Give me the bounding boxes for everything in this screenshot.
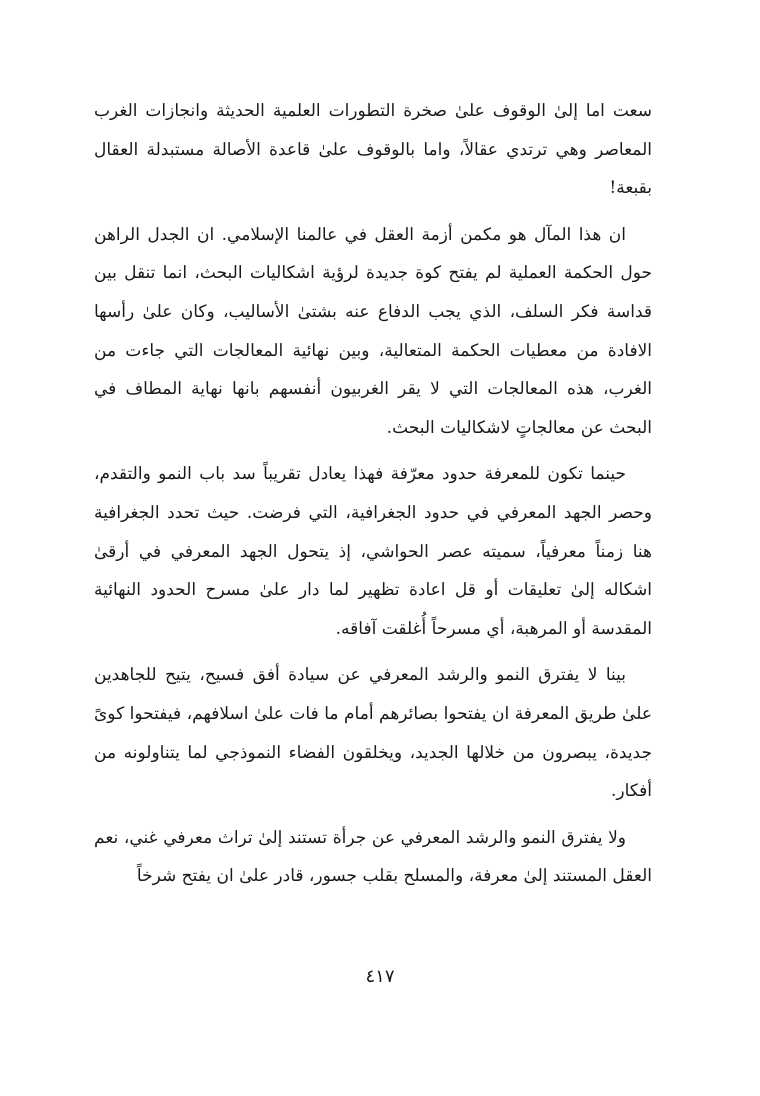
paragraph-1: سعت اما إلىٰ الوقوف علىٰ صخرة التطورات العلمية الحديثة وانجازات الغرب المعاصر وهي ترتدي عقالاً، واما بالوقوف علىٰ قاعدة الأصالة مستبدلة العقال بقبعة! <box>94 101 652 199</box>
paragraph-4: بينا لا يفترق النمو والرشد المعرفي عن سيادة أفق فسيح، يتيح للجاهدين علىٰ طريق المعرفة ان يفتحوا بصائرهم أمام ما فات علىٰ اسلافهم، فيفتحوا كوىً جديدة، يبصرون من خلالها الجديد، ويخلقون الفضاء النموذجي لما يتناولونه من أفكار. <box>94 665 652 802</box>
paragraph-2: ان هذا المآل هو مكمن أزمة العقل في عالمنا الإسلامي. ان الجدل الراهن حول الحكمة العملية لم يفتح كوة جديدة لرؤية اشكاليات البحث، انما تنقل بين قداسة فكر السلف، الذي يجب الدفاع عنه بشتىٰ الأساليب، وكان علىٰ رأسها الافادة من معطيات الحكمة المتعالية، وبين نهائية المعالجات التي جاءت من الغرب، هذه المعالجات التي لا يقر الغربيون أنفسهم بانها نهاية المطاف في البحث عن معالجاتٍ لاشكاليات البحث. <box>94 224 652 438</box>
page-body-text <box>94 92 652 904</box>
page-number: ٤١٧ <box>365 966 395 987</box>
paragraph-3: حينما تكون للمعرفة حدود معرّفة فهذا يعادل تقريباً سد باب النمو والتقدم، وحصر الجهد المعرفي في حدود الجغرافية، التي فرضت. حيث تحدد الجغرافية هنا زمناً معرفياً، سميته عصر الحواشي، إذ يتحول الجهد المعرفي في أرقىٰ اشكاله إلىٰ تعليقات أو قل اعادة تظهير لما دار علىٰ مسرح الحدود النهائية المقدسة أو المرهبة، أي مسرحاً أُغلقت آفاقه. <box>94 464 652 639</box>
paragraph-5: ولا يفترق النمو والرشد المعرفي عن جرأة تستند إلىٰ تراث معرفي غني، نعم العقل المستند إلىٰ معرفة، والمسلح بقلب جسور، قادر علىٰ ان يفتح شرخاً <box>94 827 652 887</box>
